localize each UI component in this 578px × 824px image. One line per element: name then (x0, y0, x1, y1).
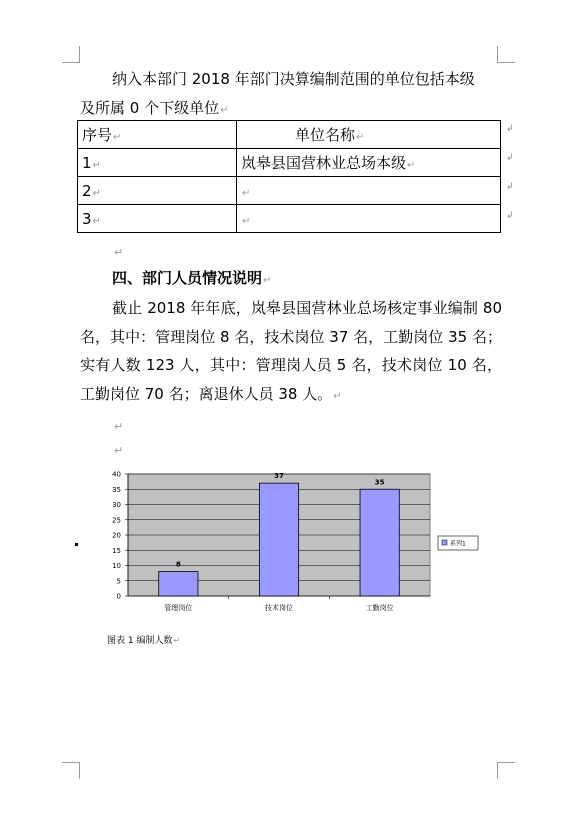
y-tick-label: 15 (112, 546, 121, 555)
crop-mark-bottom-right (497, 762, 515, 779)
chart-caption: 图表 1 编制人数↵ (107, 636, 181, 646)
table-cell-unit-name: ↵ (237, 177, 501, 205)
staffing-bar-chart (92, 464, 512, 624)
crop-mark-bottom-left (62, 762, 80, 779)
table-header-row (78, 121, 501, 149)
data-label: 35 (374, 478, 385, 487)
row-end-mark: ↲ (506, 153, 514, 163)
empty-paragraph-mark: ↵ (114, 444, 124, 457)
legend-swatch (442, 540, 447, 545)
y-tick-label: 25 (112, 516, 121, 525)
empty-paragraph-mark: ↵ (114, 246, 124, 259)
x-tick-label: 管理岗位 (164, 604, 193, 612)
table-cell-unit-name: ↵ (237, 205, 501, 233)
paragraph-mark: ↵ (220, 105, 229, 116)
table-cell-index: 1↵ (78, 149, 237, 177)
y-tick-label: 0 (116, 592, 121, 601)
y-tick-label: 5 (116, 577, 121, 586)
table-cell-index: 2↵ (78, 177, 237, 205)
row-end-mark: ↲ (506, 124, 514, 134)
section-body: 截止 2018 年年底，岚皋县国营林业总场核定事业编制 80 名，其中：管理岗位 8 名，技术岗位 37 名，工勤岗位 35 名；实有人数 123 人，其中：管理岗人员 5 名，技术岗位 10 名，工勤岗位 70 名；离退休人员 38 人。↵ (80, 299, 502, 403)
y-tick-label: 35 (112, 485, 121, 494)
legend-label: 系列1 (450, 540, 466, 548)
bar (360, 489, 399, 596)
section-heading: 四、部门人员情况说明↵ (112, 269, 272, 287)
header-cell-index: 序号↵ (78, 121, 237, 149)
anchor-dot (75, 543, 78, 546)
data-label: 37 (274, 472, 284, 481)
x-tick-label: 工勤岗位 (365, 604, 394, 612)
row-end-mark: ↲ (506, 182, 514, 192)
table-cell-unit-name: 岚皋县国营林业总场本级↵ (237, 149, 501, 177)
bar (159, 572, 198, 596)
bar (259, 483, 298, 596)
x-tick-label: 技术岗位 (265, 604, 293, 612)
units-table (77, 120, 501, 233)
y-tick-label: 20 (112, 531, 121, 540)
intro-line-1: 纳入本部门 2018 年部门决算编制范围的单位包括本级 (112, 70, 475, 88)
table-row (78, 205, 501, 233)
crop-mark-top-left (62, 46, 80, 63)
intro-line-2 (80, 97, 500, 118)
y-tick-label: 30 (112, 501, 121, 509)
y-tick-label: 40 (112, 470, 121, 479)
header-cell-unit-name: 单位名称↵ (237, 121, 501, 149)
table-cell-index: 3↵ (78, 205, 237, 233)
crop-mark-top-right (497, 46, 515, 63)
intro-line-2-text: 及所属 0 个下级单位 (80, 99, 220, 117)
table-row (78, 177, 501, 205)
row-end-mark: ↲ (506, 211, 514, 221)
empty-paragraph-mark: ↵ (114, 420, 124, 433)
data-label: 8 (175, 560, 181, 569)
y-tick-label: 10 (112, 562, 121, 570)
table-row (78, 149, 501, 177)
